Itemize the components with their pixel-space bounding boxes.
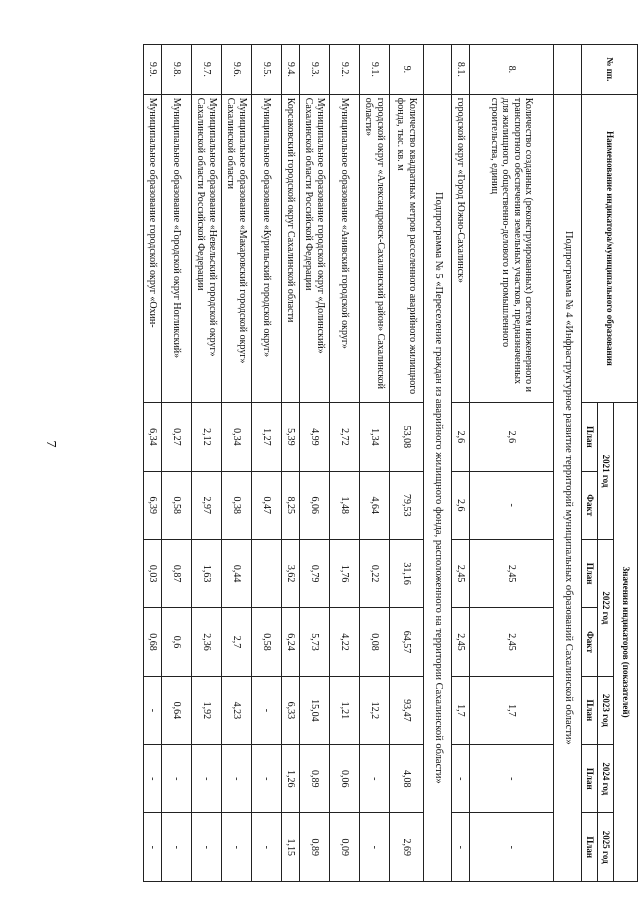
table-row: [192, 45, 222, 882]
value-cell: -: [252, 676, 282, 744]
row-number: 9.: [390, 45, 424, 95]
value-cell: -: [360, 745, 390, 813]
value-cell: 2,72: [330, 403, 360, 471]
indicators-table: [143, 44, 638, 882]
section-title-4: Подпрограмма № 4 «Инфраструктурное развитие территорий муниципальных образований Сахалинской области»: [554, 94, 582, 881]
value-cell: -: [452, 813, 470, 882]
value-cell: 6,39: [144, 471, 162, 539]
value-cell: 0,79: [300, 539, 330, 607]
table-row: [330, 45, 360, 882]
value-cell: -: [252, 813, 282, 882]
header-year-2023: 2023 год: [598, 676, 614, 744]
value-cell: 0,08: [360, 608, 390, 676]
value-cell: 0,87: [162, 539, 192, 607]
value-cell: -: [222, 745, 252, 813]
header-fact: Факт: [582, 608, 598, 676]
row-name: Корсаковский городской округ Сахалинской области: [282, 94, 300, 402]
table-row: [162, 45, 192, 882]
value-cell: 1,63: [192, 539, 222, 607]
value-cell: 8,25: [282, 471, 300, 539]
value-cell: 4,23: [222, 676, 252, 744]
value-cell: -: [252, 745, 282, 813]
value-cell: 1,15: [282, 813, 300, 882]
table-row: [144, 45, 162, 882]
row-name: городской округ «Город Южно-Сахалинск»: [452, 94, 470, 402]
value-cell: 1,48: [330, 471, 360, 539]
value-cell: -: [144, 745, 162, 813]
value-cell: -: [162, 745, 192, 813]
header-plan: План: [582, 676, 598, 744]
value-cell: 0,64: [162, 676, 192, 744]
row-number: 8.1.: [452, 45, 470, 95]
row-number: 8.: [470, 45, 554, 95]
value-cell: 2,97: [192, 471, 222, 539]
header-year-2025: 2025 год: [598, 813, 614, 882]
header-plan: План: [582, 813, 598, 882]
value-cell: -: [360, 813, 390, 882]
row-name: Муниципальное образование «Макаровский городской округ» Сахалинской области: [222, 94, 252, 402]
row-name: Муниципальное образование «Курильский городской округ»: [252, 94, 282, 402]
value-cell: 0,58: [252, 608, 282, 676]
row-name: Муниципальное образование городской округ «Охин-: [144, 94, 162, 402]
rotated-content: [78, 44, 638, 882]
value-cell: -: [222, 813, 252, 882]
value-cell: 0,68: [144, 608, 162, 676]
header-year-2024: 2024 год: [598, 745, 614, 813]
value-cell: 0,22: [360, 539, 390, 607]
value-cell: 1,7: [452, 676, 470, 744]
header-plan: План: [582, 403, 598, 471]
value-cell: -: [162, 813, 192, 882]
value-cell: -: [470, 813, 554, 882]
value-cell: -: [452, 745, 470, 813]
row-name: Муниципальное образование «Анивский городской округ»: [330, 94, 360, 402]
table-row: [222, 45, 252, 882]
value-cell: 6,34: [144, 403, 162, 471]
value-cell: 2,45: [452, 539, 470, 607]
table-row: [282, 45, 300, 882]
row-number: 9.4.: [282, 45, 300, 95]
row-number: 9.6.: [222, 45, 252, 95]
value-cell: 31,16: [390, 539, 424, 607]
value-cell: 1,34: [360, 403, 390, 471]
value-cell: 0,89: [300, 745, 330, 813]
row-number: 9.7.: [192, 45, 222, 95]
row-name: Количество квадратных метров расселенного аварийного жилищного фонда, тыс. кв. м: [390, 94, 424, 402]
value-cell: 2,6: [452, 403, 470, 471]
value-cell: 5,39: [282, 403, 300, 471]
header-values: Значения индикаторов (показателей): [614, 403, 638, 882]
value-cell: 0,47: [252, 471, 282, 539]
value-cell: -: [192, 813, 222, 882]
value-cell: 12,2: [360, 676, 390, 744]
value-cell: 0,6: [162, 608, 192, 676]
row-number: 9.2.: [330, 45, 360, 95]
value-cell: -: [192, 745, 222, 813]
row-number: 9.9.: [144, 45, 162, 95]
table-row: [300, 45, 330, 882]
value-cell: 93,47: [390, 676, 424, 744]
row-name: городской округ «Александровск-Сахалинский район» Сахалинской области»: [360, 94, 390, 402]
value-cell: 2,45: [452, 608, 470, 676]
value-cell: 0,09: [330, 813, 360, 882]
row-number: 9.5.: [252, 45, 282, 95]
value-cell: 2,6: [470, 403, 554, 471]
value-cell: 2,36: [192, 608, 222, 676]
section-title-5: Подпрограмма № 5 «Переселение граждан из аварийного жилищного фонда, расположенного на территории Сахалинской области»: [424, 94, 452, 881]
value-cell: [252, 539, 282, 607]
value-cell: 5,73: [300, 608, 330, 676]
row-name: Количество созданных (реконструированных) систем инженерного и транспортного обеспечения земельных участков, предназначенных для жилищного, общественно-делового и промышленного строительства, единиц: [470, 94, 554, 402]
value-cell: -: [470, 471, 554, 539]
value-cell: 0,06: [330, 745, 360, 813]
row-name: Муниципальное образование «Невельский городской округ» Сахалинской области Российской Федерации: [192, 94, 222, 402]
value-cell: 3,62: [282, 539, 300, 607]
row-number: 9.8.: [162, 45, 192, 95]
table-body: [144, 45, 582, 882]
row-name: Муниципальное образование «Городской округ Ногликский»: [162, 94, 192, 402]
value-cell: 1,76: [330, 539, 360, 607]
value-cell: 0,58: [162, 471, 192, 539]
page-number: 7: [43, 440, 58, 448]
header-num: № пп.: [582, 45, 638, 95]
value-cell: 64,57: [390, 608, 424, 676]
value-cell: 6,06: [300, 471, 330, 539]
header-plan: План: [582, 745, 598, 813]
value-cell: 79,53: [390, 471, 424, 539]
row-number: 9.1.: [360, 45, 390, 95]
value-cell: 53,08: [390, 403, 424, 471]
table-row: [252, 45, 282, 882]
value-cell: 6,33: [282, 676, 300, 744]
header-name: Наименование индикатора/муниципального образования: [582, 94, 638, 402]
value-cell: 0,03: [144, 539, 162, 607]
value-cell: -: [144, 676, 162, 744]
value-cell: -: [470, 745, 554, 813]
value-cell: 15,04: [300, 676, 330, 744]
value-cell: 0,38: [222, 471, 252, 539]
value-cell: 4,99: [300, 403, 330, 471]
header-year-2021: 2021 год: [598, 403, 614, 540]
header-year-2022: 2022 год: [598, 539, 614, 676]
value-cell: 1,27: [252, 403, 282, 471]
value-cell: 4,08: [390, 745, 424, 813]
row-name: Муниципальное образование городской округ «Долинский» Сахалинской области Российской Федерации: [300, 94, 330, 402]
value-cell: 1,7: [470, 676, 554, 744]
table-row: [360, 45, 390, 882]
value-cell: 2,6: [452, 471, 470, 539]
header-plan: План: [582, 539, 598, 607]
value-cell: 2,7: [222, 608, 252, 676]
value-cell: 2,45: [470, 608, 554, 676]
value-cell: 6,24: [282, 608, 300, 676]
value-cell: 2,45: [470, 539, 554, 607]
value-cell: 0,27: [162, 403, 192, 471]
value-cell: 1,92: [192, 676, 222, 744]
table-row: [452, 45, 470, 882]
value-cell: 4,22: [330, 608, 360, 676]
table-row: [470, 45, 554, 882]
value-cell: 0,44: [222, 539, 252, 607]
header-fact: Факт: [582, 471, 598, 539]
value-cell: 4,64: [360, 471, 390, 539]
value-cell: 0,89: [300, 813, 330, 882]
row-number: 9.3.: [300, 45, 330, 95]
value-cell: 2,69: [390, 813, 424, 882]
value-cell: -: [144, 813, 162, 882]
value-cell: 2,12: [192, 403, 222, 471]
value-cell: 1,26: [282, 745, 300, 813]
table-row: [390, 45, 424, 882]
rotated-page: [78, 44, 638, 882]
value-cell: 1,21: [330, 676, 360, 744]
value-cell: 0,34: [222, 403, 252, 471]
